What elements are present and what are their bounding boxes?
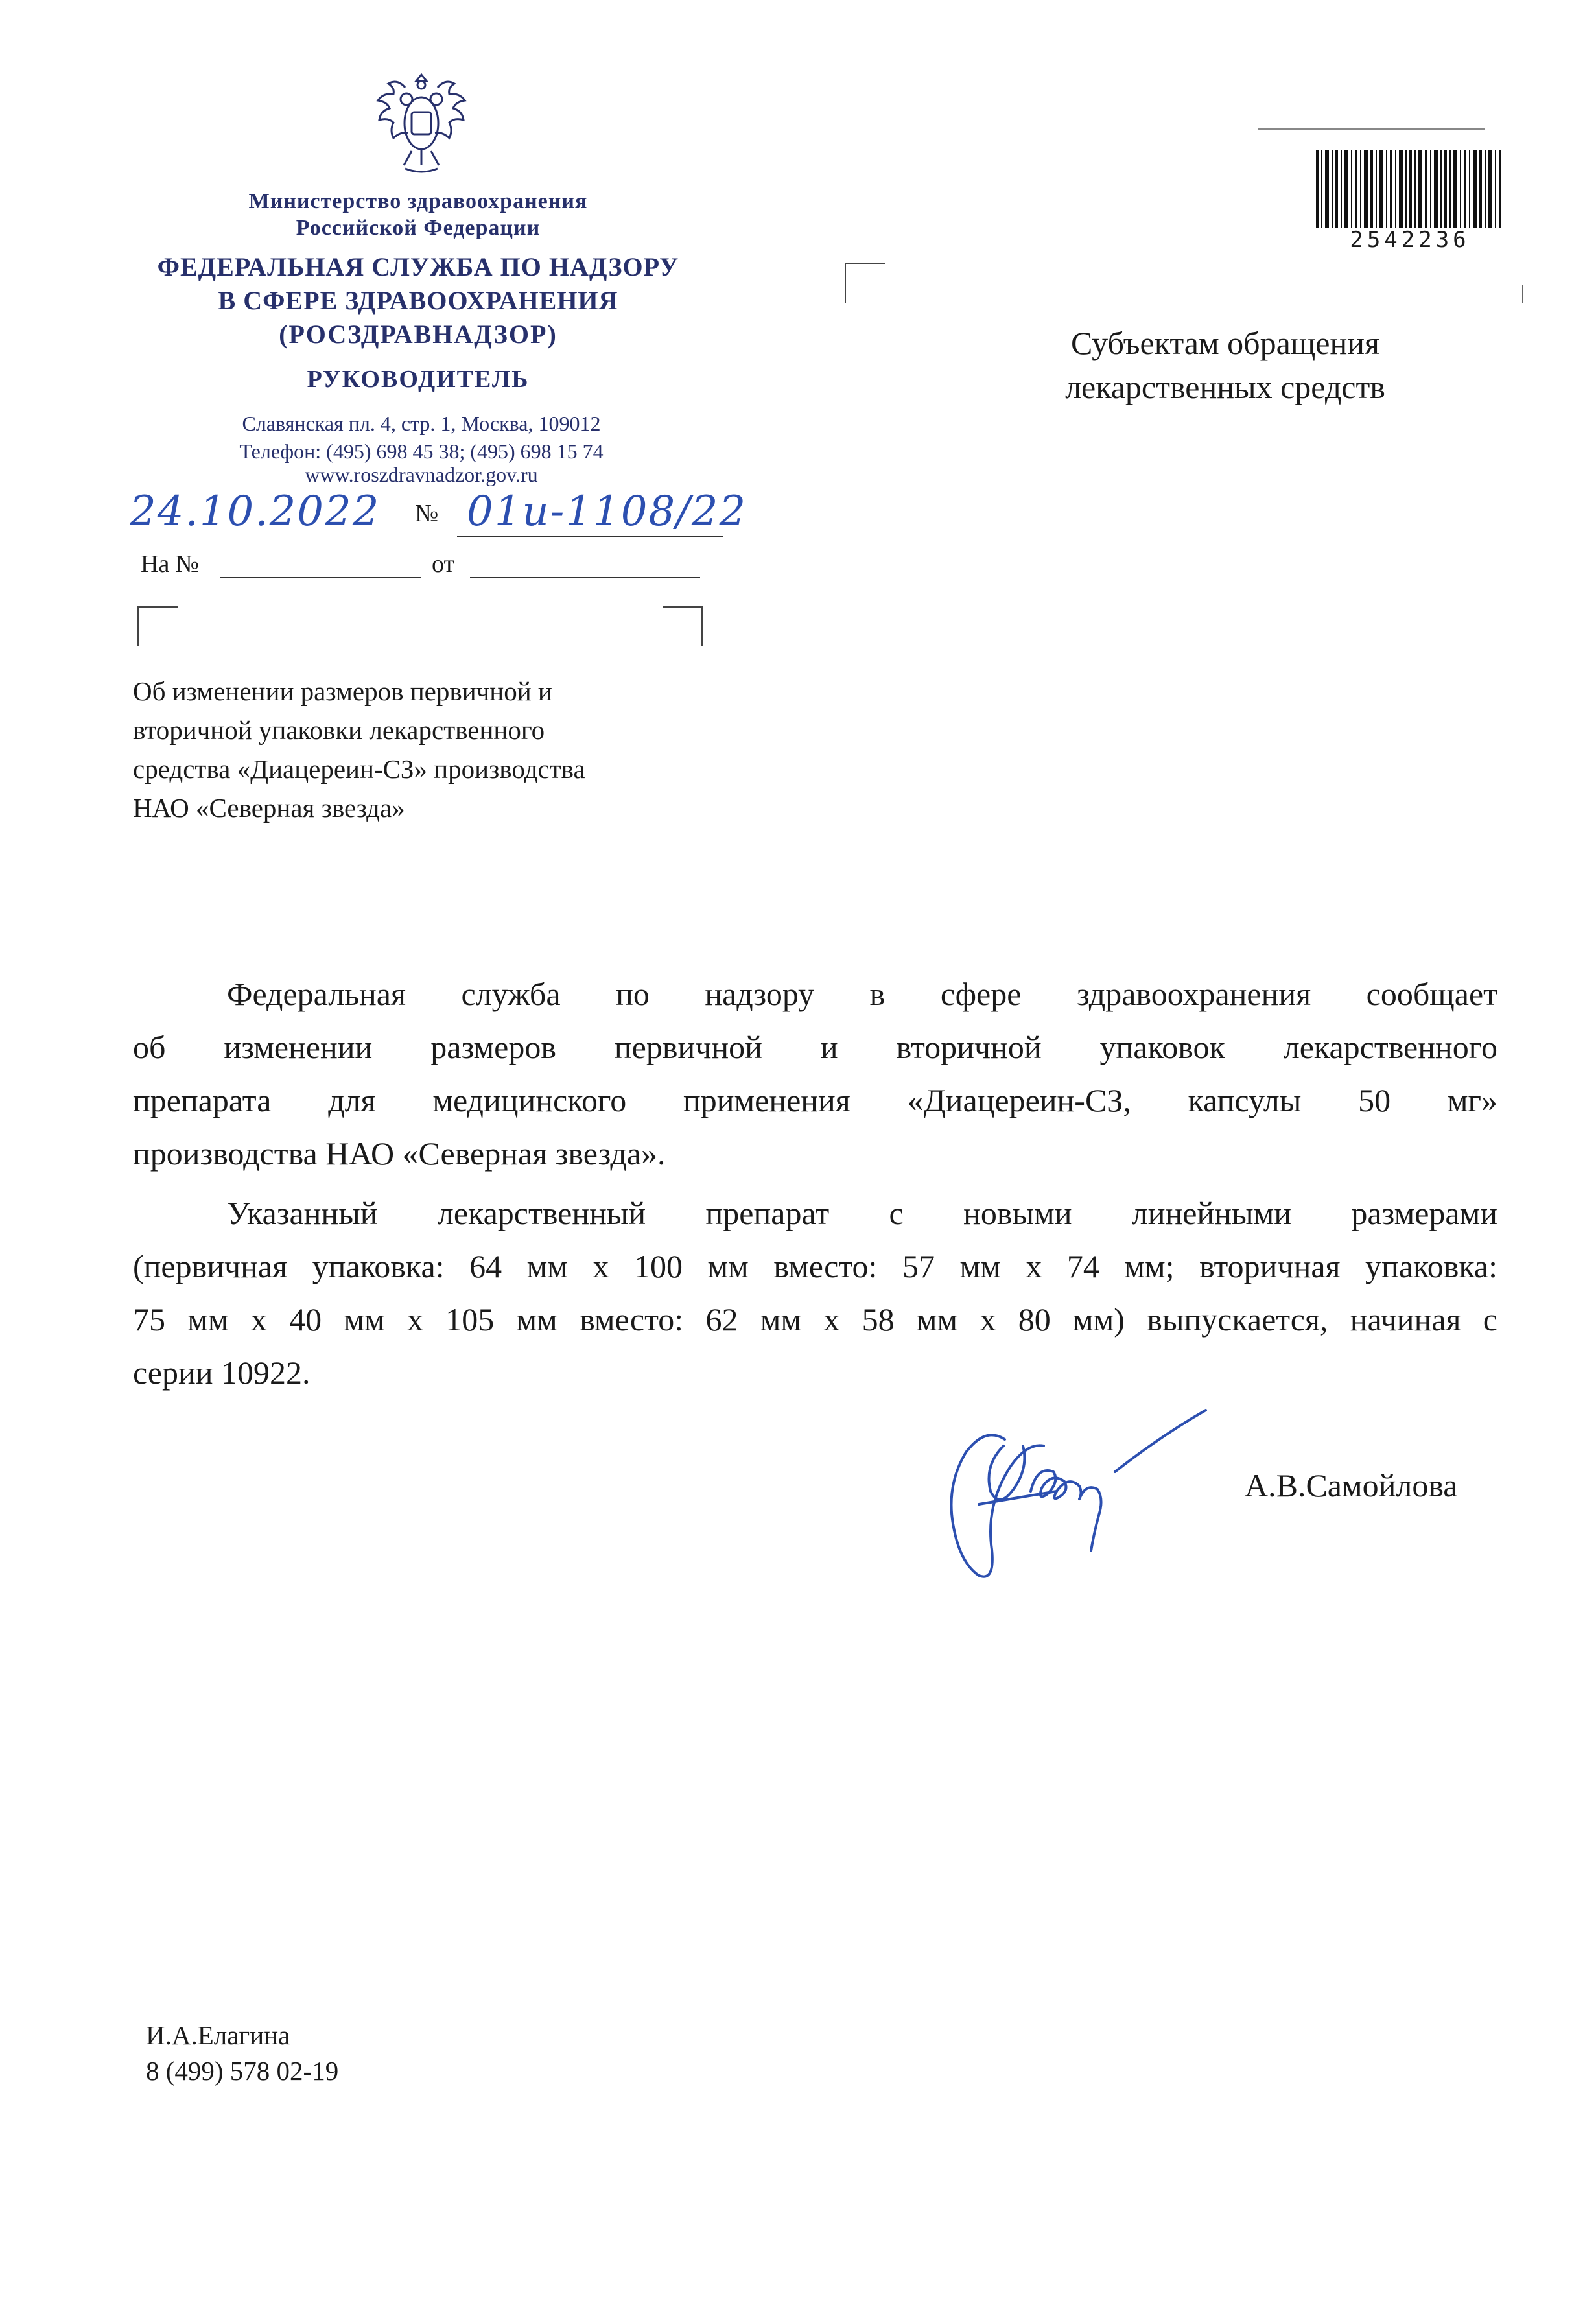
signer-name: А.В.Самойлова (1245, 1467, 1458, 1504)
body-line: серии 10922. (133, 1354, 311, 1391)
subject-line-3: средства «Диацереин-СЗ» производства (133, 754, 585, 784)
subject-line-1: Об изменении размеров первичной и (133, 676, 552, 706)
service-line-3: (РОСЗДРАВНАДЗОР) (279, 320, 557, 349)
head-title: РУКОВОДИТЕЛЬ (307, 366, 530, 393)
service-line-2: В СФЕРЕ ЗДРАВООХРАНЕНИЯ (218, 286, 618, 315)
addressee-line-2: лекарственных средств (1065, 369, 1385, 405)
reference-date-label: от (432, 550, 455, 578)
registration-number: 01и-1108/22 (467, 488, 747, 536)
edge-mark (1522, 285, 1523, 303)
body-line: об изменении размеров первичной и вторичной упаковок лекарственного (133, 1029, 1497, 1065)
addressee-line-1: Субъектам обращения (1071, 325, 1379, 361)
address: Славянская пл. 4, стр. 1, Москва, 109012 (242, 412, 601, 435)
phone-numbers: Телефон: (495) 698 45 38; (495) 698 15 74 (239, 440, 604, 463)
subject-corner-bracket-left (137, 606, 178, 646)
body-line: Указанный лекарственный препарат с новыми линейными размерами (227, 1195, 1497, 1231)
executor-phone: 8 (499) 578 02-19 (146, 2056, 339, 2086)
reference-number-label: На № (141, 550, 200, 578)
body-line: (первичная упаковка: 64 мм х 100 мм вместо: 57 мм х 74 мм; вторичная упаковка: (133, 1248, 1497, 1284)
body-line: 75 мм х 40 мм х 105 мм вместо: 62 мм х 58 мм х 80 мм) выпускается, начиная с (133, 1301, 1497, 1338)
subject-line-2: вторичной упаковки лекарственного (133, 715, 545, 745)
subject-corner-bracket-right (663, 606, 703, 646)
registration-number-underline (457, 536, 723, 537)
subject-line-4: НАО «Северная звезда» (133, 793, 405, 823)
registration-number-label: № (415, 500, 439, 527)
body-line: производства НАО «Северная звезда». (133, 1135, 666, 1172)
website: www.roszdravnadzor.gov.ru (305, 463, 538, 486)
reference-number-blank (220, 577, 421, 578)
ministry-line-1: Министерство здравоохранения (248, 189, 588, 213)
barcode-icon (1316, 150, 1504, 228)
coat-of-arms-icon (366, 62, 476, 178)
service-line-1: ФЕДЕРАЛЬНАЯ СЛУЖБА ПО НАДЗОРУ (157, 252, 679, 281)
registration-date: 24.10.2022 (130, 488, 381, 536)
addressee-corner-bracket (845, 263, 885, 303)
body-line: Федеральная служба по надзору в сфере здравоохранения сообщает (227, 976, 1497, 1012)
handwritten-signature (927, 1342, 1264, 1588)
executor-name: И.А.Елагина (146, 2020, 290, 2050)
reference-date-blank (470, 577, 700, 578)
barcode-label-edge (1258, 128, 1485, 130)
barcode-number: 2542236 (1350, 227, 1470, 253)
body-line: препарата для медицинского применения «Диацереин-СЗ, капсулы 50 мг» (133, 1082, 1497, 1118)
ministry-line-2: Российской Федерации (296, 216, 541, 240)
